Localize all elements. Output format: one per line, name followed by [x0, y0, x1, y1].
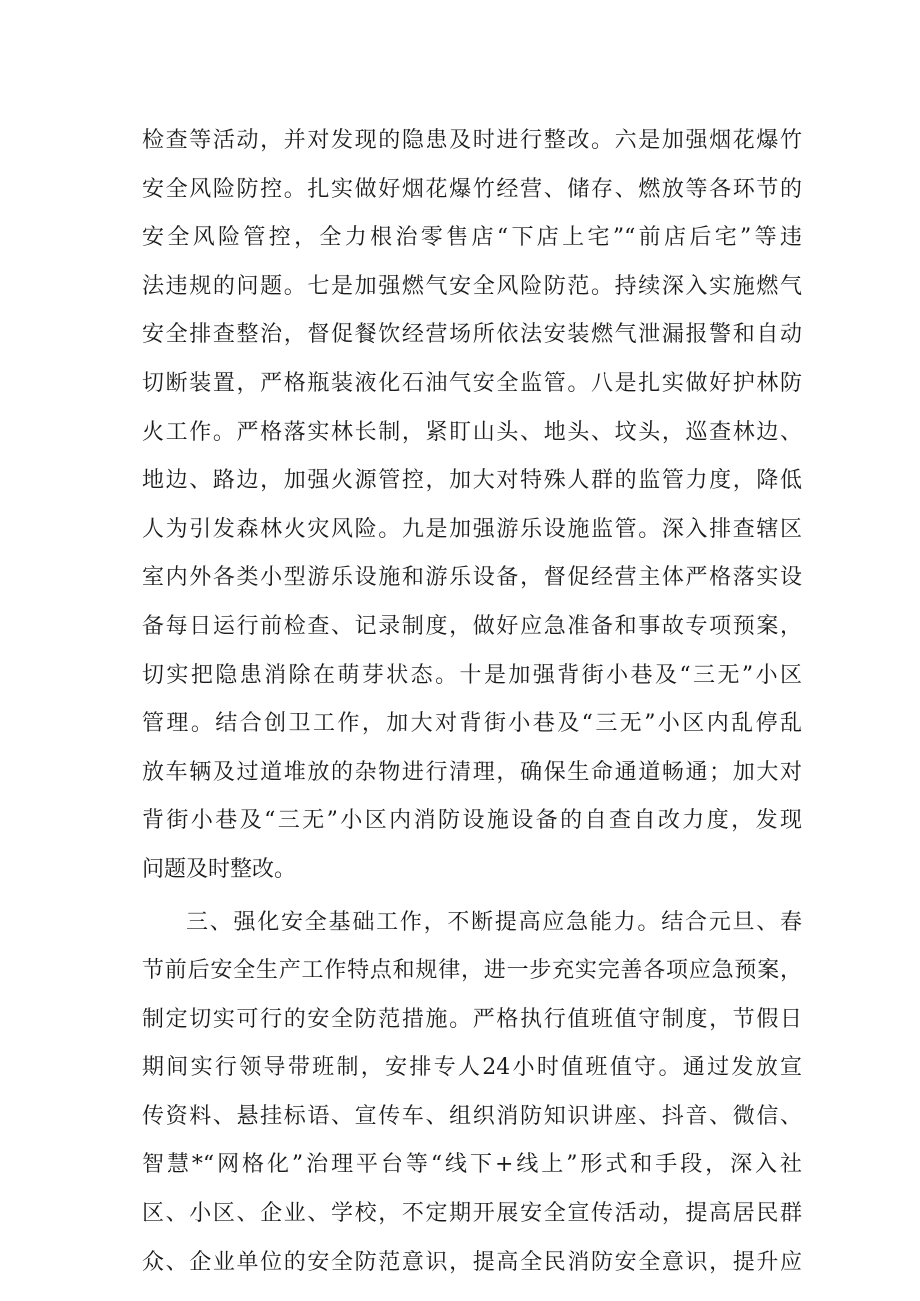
text-line: 智慧*“网格化”治理平台等“线下+线上”形式和手段，深入社 — [142, 1152, 802, 1178]
text-line: 制定切实可行的安全防范措施。严格执行值班值守制度，节假日 — [142, 1006, 802, 1032]
text-line: 区、小区、企业、学校，不定期开展安全宣传活动，提高居民群 — [142, 1201, 802, 1227]
text-line: 众、企业单位的安全防范意识，提高全民消防安全意识，提升应 — [142, 1249, 802, 1275]
text-line: 切断装置，严格瓶装液化石油气安全监管。八是扎实做好护林防 — [142, 370, 802, 396]
text-line: 安全风险管控，全力根治零售店“下店上宅”“前店后宅”等违 — [142, 225, 802, 251]
text-line: 三、强化安全基础工作，不断提高应急能力。结合元旦、春 — [186, 909, 802, 935]
text-line: 备每日运行前检查、记录制度，做好应急准备和事故专项预案， — [142, 613, 802, 639]
text-line: 安全排查整治，督促餐饮经营场所依法安装燃气泄漏报警和自动 — [142, 322, 802, 348]
text-line: 管理。结合创卫工作，加大对背街小巷及“三无”小区内乱停乱 — [142, 711, 802, 737]
text-line: 室内外各类小型游乐设施和游乐设备，督促经营主体严格落实设 — [142, 565, 802, 591]
paragraph-emergency-capacity — [142, 899, 802, 1288]
text-line: 检查等活动，并对发现的隐患及时进行整改。六是加强烟花爆竹 — [142, 128, 802, 153]
text-line: 法违规的问题。七是加强燃气安全风险防范。持续深入实施燃气 — [142, 273, 802, 299]
text-line: 地边、路边，加强火源管控，加大对特殊人群的监管力度，降低 — [142, 468, 802, 494]
text-line: 切实把隐患消除在萌芽状态。十是加强背街小巷及“三无”小区 — [142, 662, 802, 688]
text-line: 背街小巷及“三无”小区内消防设施设备的自查自改力度，发现 — [142, 808, 802, 834]
text-line: 安全风险防控。扎实做好烟花爆竹经营、储存、燃放等各环节的 — [142, 176, 802, 202]
text-line: 放车辆及过道堆放的杂物进行清理，确保生命通道畅通；加大对 — [142, 759, 802, 785]
text-line: 期间实行领导带班制，安排专人24小时值班值守。通过发放宣 — [142, 1055, 802, 1081]
text-line: 人为引发森林火灾风险。九是加强游乐设施监管。深入排查辖区 — [142, 516, 802, 542]
text-line: 传资料、悬挂标语、宣传车、组织消防知识讲座、抖音、微信、 — [142, 1103, 802, 1129]
text-line: 火工作。严格落实林长制，紧盯山头、地头、坟头，巡查林边、 — [142, 419, 802, 445]
paragraph-safety-measures — [142, 117, 802, 895]
document-body — [142, 117, 802, 1287]
text-line: 节前后安全生产工作特点和规律，进一步充实完善各项应急预案， — [142, 958, 802, 984]
text-line: 问题及时整改。 — [142, 856, 297, 882]
